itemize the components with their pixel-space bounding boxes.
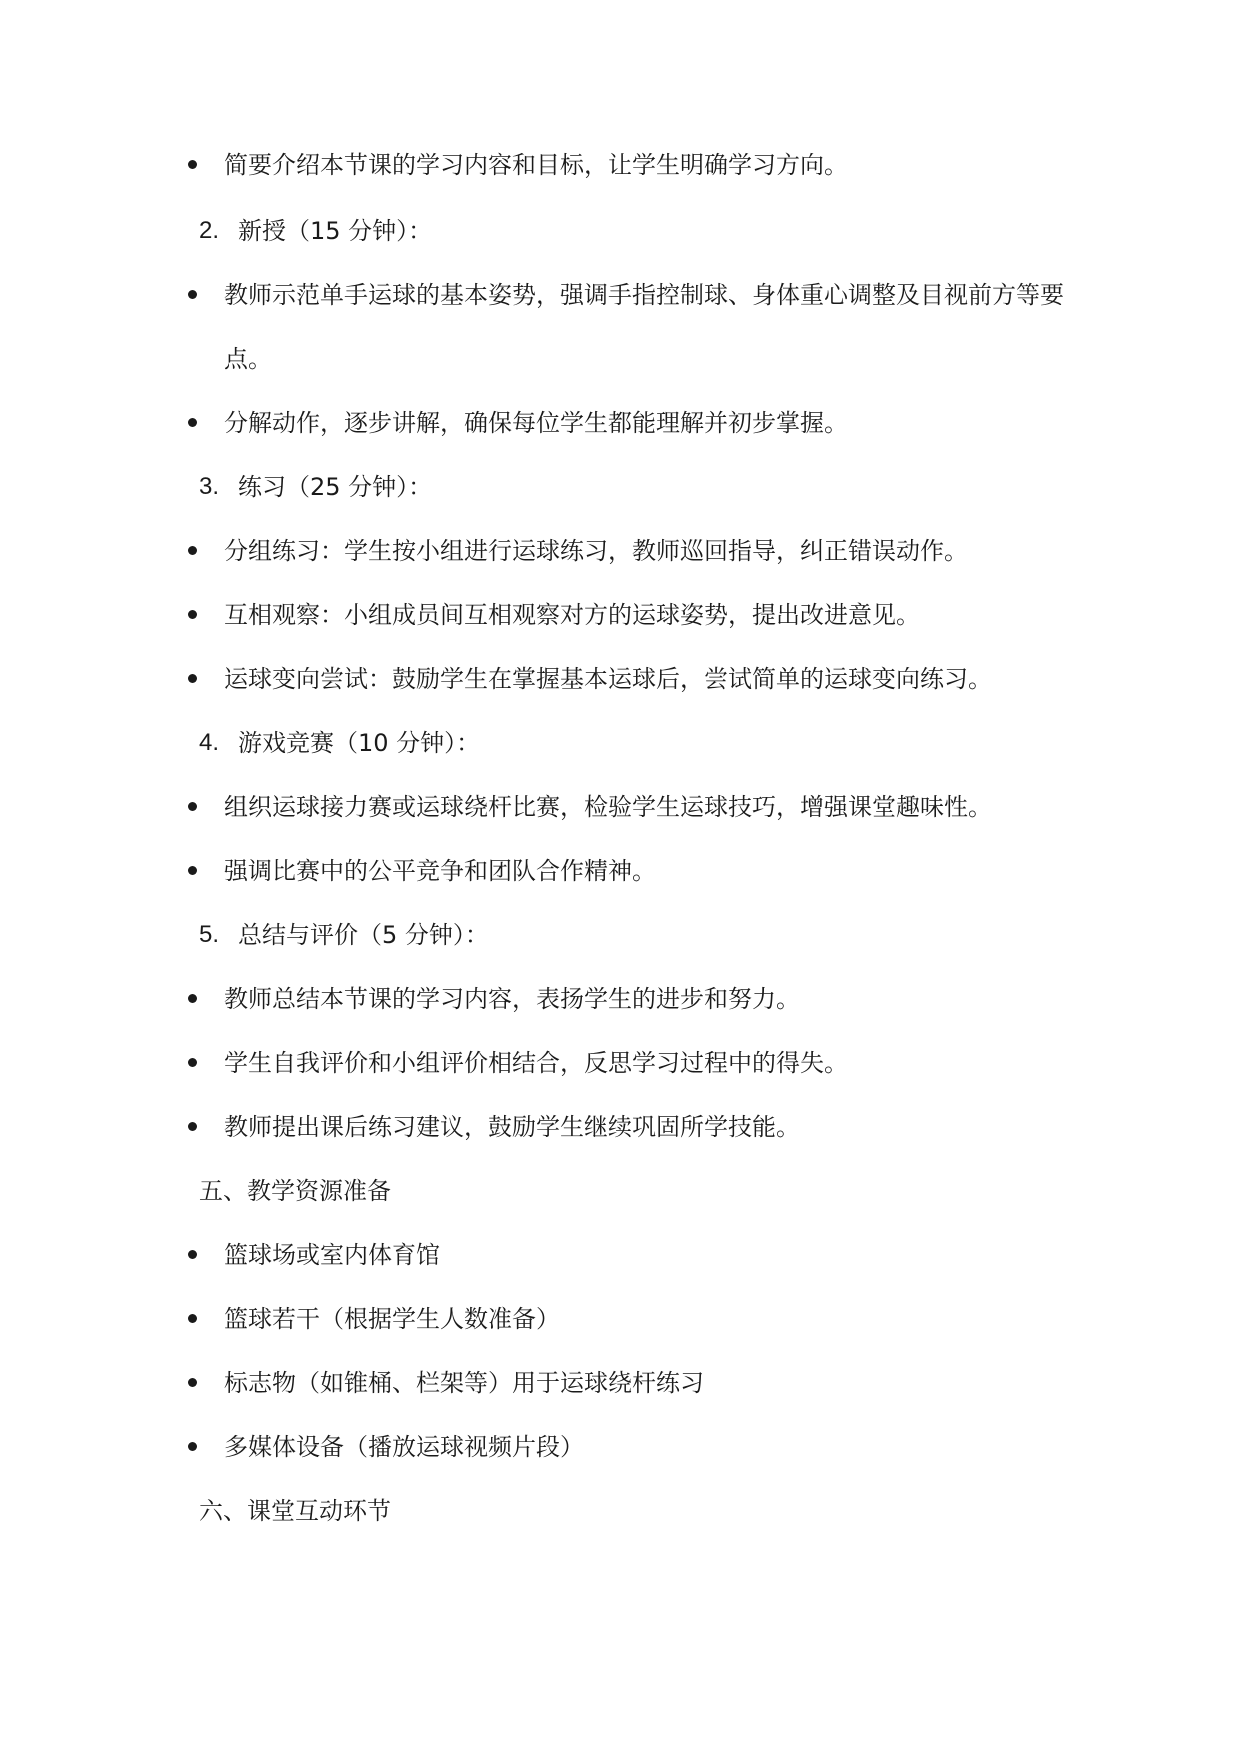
section-title: 游戏竞赛（10 分钟）： (238, 729, 481, 757)
bullet-text: 标志物（如锥桶、栏架等）用于运球绕杆练习 (224, 1369, 704, 1397)
bullet-text: 互相观察：小组成员间互相观察对方的运球姿势，提出改进意见。 (224, 601, 920, 629)
section-number: 5. (199, 921, 220, 948)
bullet-icon (188, 1442, 197, 1451)
bullet-text: 篮球场或室内体育馆 (224, 1241, 440, 1269)
bullet-icon (188, 1122, 197, 1131)
bullet-text: 学生自我评价和小组评价相结合，反思学习过程中的得失。 (224, 1049, 848, 1077)
bullet-icon (188, 674, 197, 683)
section-number: 2. (199, 217, 220, 244)
bullet-icon (188, 1378, 197, 1387)
bullet-icon (188, 160, 197, 169)
bullet-text: 教师提出课后练习建议，鼓励学生继续巩固所学技能。 (224, 1113, 800, 1141)
section-title: 总结与评价（5 分钟）： (238, 921, 489, 949)
bullet-icon (188, 418, 197, 427)
bullet-text: 简要介绍本节课的学习内容和目标，让学生明确学习方向。 (224, 151, 848, 179)
bullet-icon (188, 1250, 197, 1259)
section-title: 练习（25 分钟）： (238, 473, 433, 501)
bullet-text: 教师总结本节课的学习内容，表扬学生的进步和努力。 (224, 985, 800, 1013)
section-number: 3. (199, 473, 220, 500)
bullet-text: 教师示范单手运球的基本姿势，强调手指控制球、身体重心调整及目视前方等要 (224, 281, 1064, 309)
bullet-icon (188, 1314, 197, 1323)
bullet-text-continuation: 点。 (224, 345, 272, 373)
chapter-heading: 五、教学资源准备 (199, 1177, 391, 1205)
section-number: 4. (199, 729, 220, 756)
bullet-text: 篮球若干（根据学生人数准备） (224, 1305, 560, 1333)
bullet-icon (188, 1058, 197, 1067)
bullet-icon (188, 994, 197, 1003)
bullet-icon (188, 610, 197, 619)
bullet-text: 分组练习：学生按小组进行运球练习，教师巡回指导，纠正错误动作。 (224, 537, 968, 565)
bullet-text: 组织运球接力赛或运球绕杆比赛，检验学生运球技巧，增强课堂趣味性。 (224, 793, 992, 821)
bullet-text: 运球变向尝试：鼓励学生在掌握基本运球后，尝试简单的运球变向练习。 (224, 665, 992, 693)
section-title: 新授（15 分钟）： (238, 217, 433, 245)
bullet-icon (188, 802, 197, 811)
bullet-icon (188, 290, 197, 299)
bullet-text: 分解动作，逐步讲解，确保每位学生都能理解并初步掌握。 (224, 409, 848, 437)
bullet-icon (188, 546, 197, 555)
chapter-heading: 六、课堂互动环节 (199, 1497, 391, 1525)
bullet-text: 多媒体设备（播放运球视频片段） (224, 1433, 584, 1461)
bullet-icon (188, 866, 197, 875)
bullet-text: 强调比赛中的公平竞争和团队合作精神。 (224, 857, 656, 885)
